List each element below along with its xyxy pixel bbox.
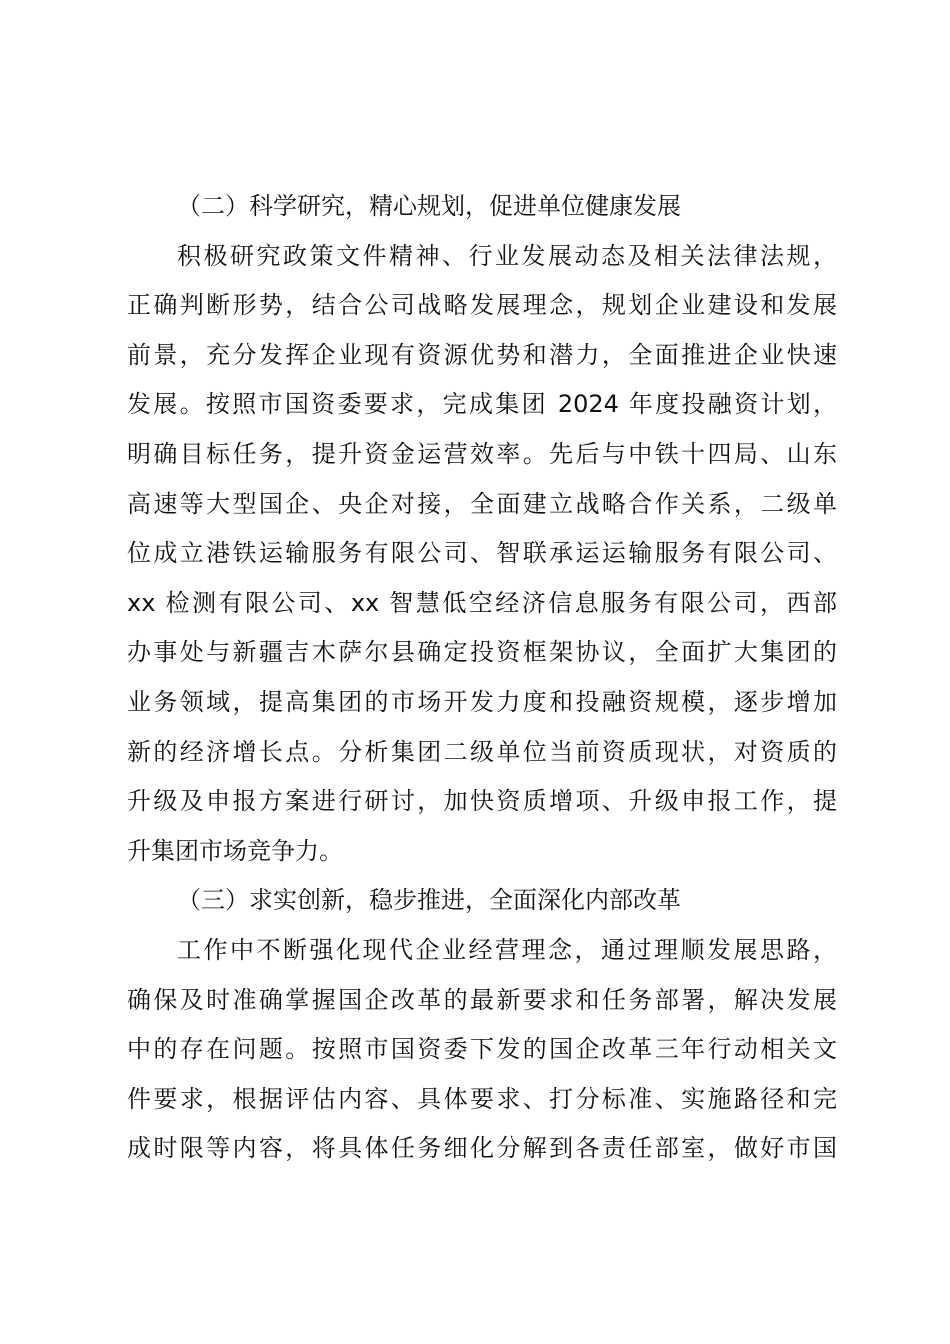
paragraph-line: 业务领域，提高集团的市场开发力度和投融资规模，逐步增加 xyxy=(127,687,837,716)
paragraph-line: 工作中不断强化现代企业经营理念，通过理顺发展思路， xyxy=(177,935,837,964)
paragraph-line: 确保及时准确掌握国企改革的最新要求和任务部署，解决发展 xyxy=(127,985,837,1014)
paragraph-line: 积极研究政策文件精神、行业发展动态及相关法律法规， xyxy=(177,241,837,270)
paragraph-line: 新的经济增长点。分析集团二级单位当前资质现状，对资质的 xyxy=(127,737,837,766)
paragraph-line: 位成立港铁运输服务有限公司、智联承运运输服务有限公司、 xyxy=(127,539,837,568)
section-heading: （二）科学研究，精心规划，促进单位健康发展 xyxy=(177,192,681,220)
paragraph-line: 正确判断形势，结合公司战略发展理念，规划企业建设和发展 xyxy=(127,291,837,320)
paragraph-line: 件要求，根据评估内容、具体要求、打分标准、实施路径和完 xyxy=(127,1084,837,1113)
section-paragraph xyxy=(127,926,837,1174)
section-heading: （三）求实创新，稳步推进，全面深化内部改革 xyxy=(177,886,681,915)
section-3 xyxy=(127,876,837,1174)
document-body xyxy=(127,182,837,1174)
section-paragraph xyxy=(127,232,837,877)
paragraph-line: 办事处与新疆吉木萨尔县确定投资框架协议，全面扩大集团的 xyxy=(127,638,837,667)
paragraph-line: 中的存在问题。按照市国资委下发的国企改革三年行动相关文 xyxy=(127,1035,837,1064)
paragraph-line: 升集团市场竞争力。 xyxy=(127,836,343,865)
paragraph-line: 高速等大型国企、央企对接，全面建立战略合作关系，二级单 xyxy=(127,489,837,518)
paragraph-line: 前景，充分发挥企业现有资源优势和潜力，全面推进企业快速 xyxy=(127,340,837,369)
section-2 xyxy=(127,182,837,876)
paragraph-line: xx 检测有限公司、xx 智慧低空经济信息服务有限公司，西部 xyxy=(127,588,837,617)
paragraph-line: 明确目标任务，提升资金运营效率。先后与中铁十四局、山东 xyxy=(127,439,837,468)
paragraph-line: 成时限等内容，将具体任务细化分解到各责任部室，做好市国 xyxy=(127,1134,837,1163)
paragraph-line: 发展。按照市国资委要求，完成集团 2024 年度投融资计划， xyxy=(127,390,837,419)
paragraph-line: 升级及申报方案进行研讨，加快资质增项、升级申报工作，提 xyxy=(127,787,837,816)
